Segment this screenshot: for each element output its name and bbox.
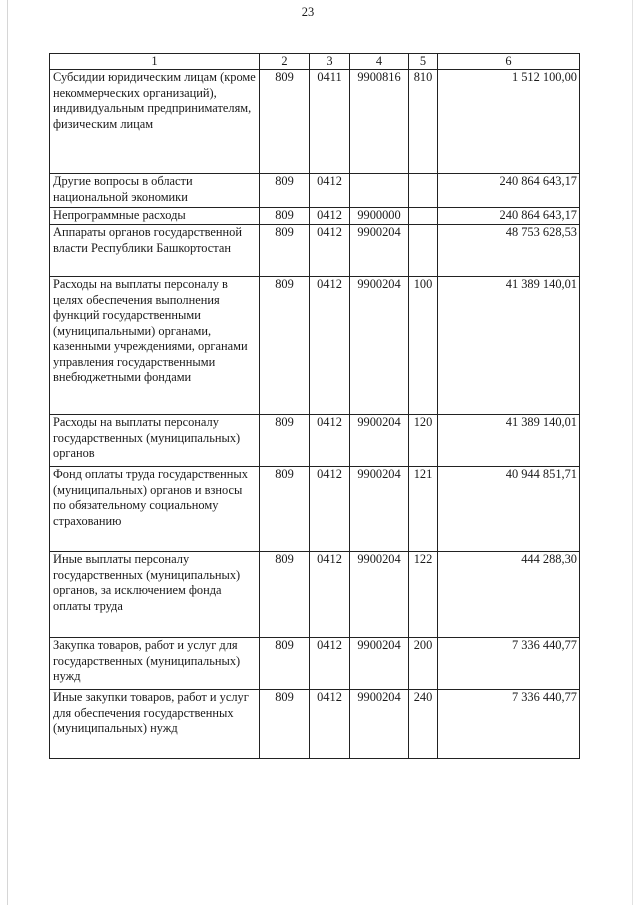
table-row bbox=[50, 415, 580, 467]
row-target-cell: 9900000 bbox=[350, 208, 409, 225]
row-section-cell: 0412 bbox=[310, 467, 350, 552]
row-amount-cell: 7 336 440,77 bbox=[438, 638, 580, 690]
row-section-cell: 0411 bbox=[310, 70, 350, 174]
row-target-cell: 9900204 bbox=[350, 415, 409, 467]
row-ministry-cell: 809 bbox=[260, 70, 310, 174]
table-row bbox=[50, 225, 580, 277]
row-ministry-cell: 809 bbox=[260, 690, 310, 759]
row-ministry-cell: 809 bbox=[260, 174, 310, 208]
table-row bbox=[50, 174, 580, 208]
row-target-cell: 9900816 bbox=[350, 70, 409, 174]
row-expense-type-cell bbox=[409, 174, 438, 208]
row-amount-cell: 7 336 440,77 bbox=[438, 690, 580, 759]
row-section-cell: 0412 bbox=[310, 552, 350, 638]
row-ministry-cell: 809 bbox=[260, 225, 310, 277]
row-name-cell: Расходы на выплаты персоналу государственных (муниципальных) органов bbox=[50, 415, 260, 467]
column-header-5: 5 bbox=[409, 54, 438, 70]
table-row bbox=[50, 277, 580, 415]
table-header-row bbox=[50, 54, 580, 70]
row-expense-type-cell: 240 bbox=[409, 690, 438, 759]
row-ministry-cell: 809 bbox=[260, 277, 310, 415]
table-row bbox=[50, 70, 580, 174]
row-target-cell: 9900204 bbox=[350, 277, 409, 415]
table-row bbox=[50, 638, 580, 690]
row-expense-type-cell: 121 bbox=[409, 467, 438, 552]
table-row bbox=[50, 208, 580, 225]
row-ministry-cell: 809 bbox=[260, 208, 310, 225]
row-target-cell bbox=[350, 174, 409, 208]
row-amount-cell: 41 389 140,01 bbox=[438, 277, 580, 415]
row-expense-type-cell: 810 bbox=[409, 70, 438, 174]
row-name-cell: Другие вопросы в области национальной экономики bbox=[50, 174, 260, 208]
row-name-cell: Расходы на выплаты персоналу в целях обеспечения выполнения функций государственными (муниципальными) органами, казенными учреждениями, органами управления государственными внебюджетными фондами bbox=[50, 277, 260, 415]
row-amount-cell: 41 389 140,01 bbox=[438, 415, 580, 467]
row-name-cell: Закупка товаров, работ и услуг для государственных (муниципальных) нужд bbox=[50, 638, 260, 690]
table-row bbox=[50, 467, 580, 552]
row-ministry-cell: 809 bbox=[260, 467, 310, 552]
budget-table bbox=[49, 53, 580, 759]
row-ministry-cell: 809 bbox=[260, 552, 310, 638]
row-expense-type-cell: 122 bbox=[409, 552, 438, 638]
row-name-cell: Фонд оплаты труда государственных (муниципальных) органов и взносы по обязательному социальному страхованию bbox=[50, 467, 260, 552]
row-target-cell: 9900204 bbox=[350, 690, 409, 759]
column-header-3: 3 bbox=[310, 54, 350, 70]
row-expense-type-cell: 120 bbox=[409, 415, 438, 467]
row-name-cell: Иные закупки товаров, работ и услуг для обеспечения государственных (муниципальных) нужд bbox=[50, 690, 260, 759]
row-name-cell: Субсидии юридическим лицам (кроме некоммерческих организаций), индивидуальным предпринимателям, физическим лицам bbox=[50, 70, 260, 174]
row-target-cell: 9900204 bbox=[350, 225, 409, 277]
row-amount-cell: 40 944 851,71 bbox=[438, 467, 580, 552]
row-section-cell: 0412 bbox=[310, 174, 350, 208]
row-name-cell: Аппараты органов государственной власти Республики Башкортостан bbox=[50, 225, 260, 277]
row-section-cell: 0412 bbox=[310, 225, 350, 277]
row-name-cell: Иные выплаты персоналу государственных (муниципальных) органов, за исключением фонда оплаты труда bbox=[50, 552, 260, 638]
table-body bbox=[50, 70, 580, 759]
column-header-6: 6 bbox=[438, 54, 580, 70]
row-target-cell: 9900204 bbox=[350, 638, 409, 690]
row-ministry-cell: 809 bbox=[260, 415, 310, 467]
row-ministry-cell: 809 bbox=[260, 638, 310, 690]
table-row bbox=[50, 552, 580, 638]
scan-edge-right bbox=[632, 0, 633, 905]
row-target-cell: 9900204 bbox=[350, 552, 409, 638]
row-name-cell: Непрограммные расходы bbox=[50, 208, 260, 225]
column-header-2: 2 bbox=[260, 54, 310, 70]
column-header-4: 4 bbox=[350, 54, 409, 70]
row-amount-cell: 1 512 100,00 bbox=[438, 70, 580, 174]
row-expense-type-cell: 200 bbox=[409, 638, 438, 690]
row-expense-type-cell: 100 bbox=[409, 277, 438, 415]
row-section-cell: 0412 bbox=[310, 638, 350, 690]
row-amount-cell: 240 864 643,17 bbox=[438, 208, 580, 225]
row-amount-cell: 444 288,30 bbox=[438, 552, 580, 638]
row-expense-type-cell bbox=[409, 208, 438, 225]
scan-edge-left bbox=[7, 0, 8, 905]
row-section-cell: 0412 bbox=[310, 690, 350, 759]
row-expense-type-cell bbox=[409, 225, 438, 277]
row-section-cell: 0412 bbox=[310, 208, 350, 225]
page-number: 23 bbox=[301, 5, 315, 19]
column-header-1: 1 bbox=[50, 54, 260, 70]
row-section-cell: 0412 bbox=[310, 415, 350, 467]
row-amount-cell: 240 864 643,17 bbox=[438, 174, 580, 208]
row-target-cell: 9900204 bbox=[350, 467, 409, 552]
row-amount-cell: 48 753 628,53 bbox=[438, 225, 580, 277]
table-row bbox=[50, 690, 580, 759]
row-section-cell: 0412 bbox=[310, 277, 350, 415]
